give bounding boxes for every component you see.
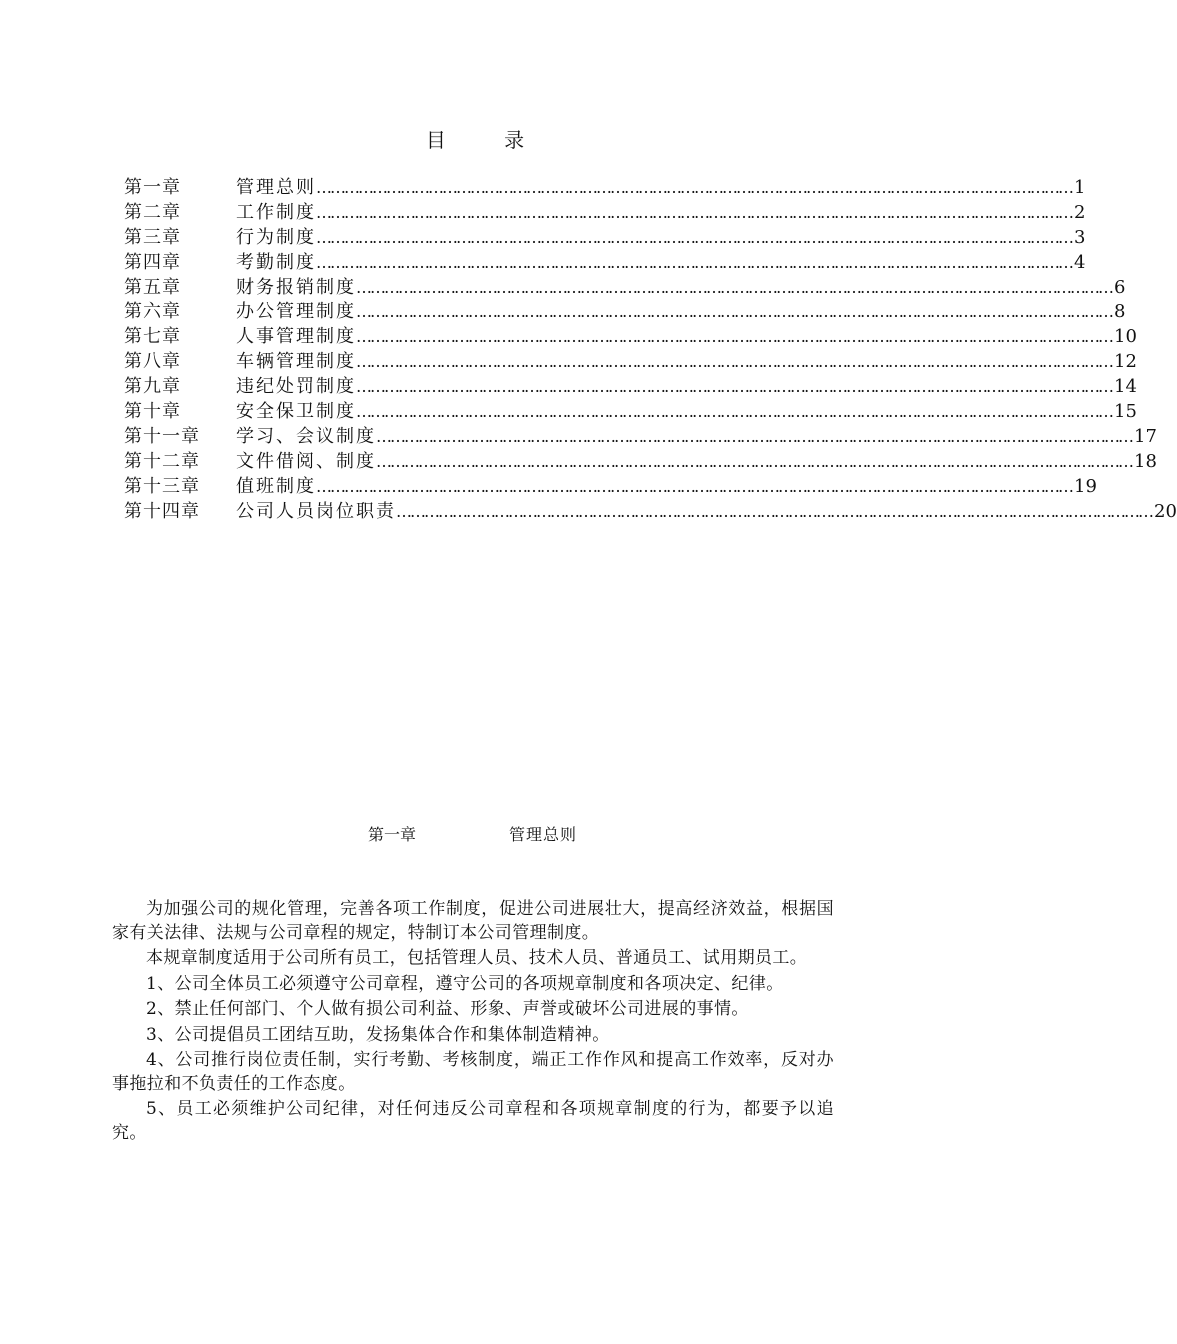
toc-chapter-name: 违纪处罚制度 — [236, 376, 356, 398]
toc-chapter-number: 第五章 — [124, 276, 181, 298]
paragraph: 5、员工必须维护公司纪律，对任何违反公司章程和各项规章制度的行为，都要予以追究。 — [112, 1099, 834, 1143]
toc-leader-dots: ……………………………………………………………………………………………………………………………………………… — [316, 202, 1072, 222]
toc-entry[interactable] — [124, 223, 1086, 248]
toc-page-number: 4 — [1074, 251, 1086, 273]
chapter-title: 管理总则 — [509, 825, 578, 844]
toc-chapter-name: 考勤制度 — [236, 251, 316, 273]
toc-entry[interactable] — [124, 173, 1086, 198]
toc-leader-dots: ……………………………………………………………………………………………………………………………………………… — [316, 476, 1072, 496]
toc-leader-dots: ……………………………………………………………………………………………………………………………………………… — [356, 352, 1112, 372]
toc-leader-dots: ……………………………………………………………………………………………………………………………………………… — [356, 327, 1112, 347]
table-of-contents — [124, 173, 1177, 522]
toc-page-number: 18 — [1134, 450, 1157, 472]
paragraph: 为加强公司的规化管理，完善各项工作制度，促进公司进展壮大，提高经济效益，根据国家有关法律、法规与公司章程的规定，特制订本公司管理制度。 — [112, 899, 834, 943]
toc-chapter-name: 车辆管理制度 — [236, 351, 356, 373]
toc-chapter-name: 文件借阅、制度 — [236, 450, 376, 472]
toc-page-number: 20 — [1154, 500, 1177, 522]
toc-entry[interactable] — [124, 198, 1086, 223]
toc-page-number: 3 — [1074, 226, 1086, 248]
toc-leader-dots: ……………………………………………………………………………………………………………………………………………… — [376, 451, 1132, 471]
toc-chapter-name: 安全保卫制度 — [236, 401, 356, 423]
toc-entry[interactable] — [124, 447, 1157, 472]
toc-entry[interactable] — [124, 472, 1097, 497]
toc-leader-dots: ……………………………………………………………………………………………………………………………………………… — [316, 178, 1072, 197]
toc-entry[interactable] — [124, 273, 1126, 298]
toc-chapter-number: 第九章 — [124, 376, 181, 398]
toc-page-number: 10 — [1114, 326, 1137, 348]
toc-entry[interactable] — [124, 397, 1137, 423]
paragraph: 3、公司提倡员工团结互助，发扬集体合作和集体制造精神。 — [146, 1024, 610, 1045]
toc-page-number: 15 — [1114, 401, 1137, 423]
toc-chapter-name: 人事管理制度 — [236, 326, 356, 348]
toc-chapter-name: 行为制度 — [236, 226, 316, 248]
toc-page-number: 14 — [1114, 376, 1137, 398]
toc-chapter-number: 第十一章 — [124, 425, 200, 447]
toc-page-number: 19 — [1074, 475, 1097, 497]
toc-chapter-number: 第十四章 — [124, 500, 200, 522]
toc-page-number: 1 — [1074, 177, 1086, 198]
toc-entry[interactable] — [124, 248, 1086, 273]
toc-chapter-number: 第四章 — [124, 251, 181, 273]
toc-entry[interactable] — [124, 497, 1177, 522]
toc-chapter-number: 第十三章 — [124, 475, 200, 497]
toc-chapter-name: 工作制度 — [236, 201, 316, 223]
toc-chapter-name: 财务报销制度 — [236, 276, 356, 298]
toc-chapter-number: 第一章 — [124, 177, 181, 198]
toc-chapter-number: 第七章 — [124, 326, 181, 348]
toc-entry[interactable] — [124, 372, 1137, 398]
toc-page-number: 2 — [1074, 201, 1086, 223]
toc-chapter-number: 第十章 — [124, 401, 181, 423]
toc-entry[interactable] — [124, 322, 1137, 348]
toc-chapter-name: 管理总则 — [236, 177, 316, 198]
toc-chapter-name: 办公管理制度 — [236, 301, 356, 323]
toc-leader-dots: ……………………………………………………………………………………………………………………………………………… — [356, 302, 1112, 322]
toc-page-number: 8 — [1114, 301, 1126, 323]
toc-leader-dots: ……………………………………………………………………………………………………………………………………………… — [396, 501, 1152, 521]
toc-leader-dots: ……………………………………………………………………………………………………………………………………………… — [316, 227, 1072, 247]
toc-chapter-number: 第三章 — [124, 226, 181, 248]
toc-title: 目 录 — [425, 128, 551, 152]
chapter-body — [112, 898, 834, 1147]
toc-page-number: 12 — [1114, 351, 1137, 373]
paragraph: 2、禁止任何部门、个人做有损公司利益、形象、声誉或破坏公司进展的事情。 — [146, 999, 749, 1019]
paragraph: 4、公司推行岗位责任制，实行考勤、考核制度，端正工作作风和提高工作效率，反对办事拖拉和不负责任的工作态度。 — [112, 1050, 834, 1094]
toc-leader-dots: ……………………………………………………………………………………………………………………………………………… — [356, 402, 1112, 422]
toc-page-number: 6 — [1114, 276, 1126, 298]
toc-chapter-number: 第八章 — [124, 351, 181, 373]
toc-entry[interactable] — [124, 422, 1157, 447]
toc-page-number: 17 — [1134, 425, 1157, 447]
paragraph: 本规章制度适用于公司所有员工，包括管理人员、技术人员、普通员工、试用期员工。 — [146, 948, 808, 968]
chapter-number: 第一章 — [368, 825, 417, 844]
toc-entry[interactable] — [124, 297, 1126, 323]
toc-leader-dots: ……………………………………………………………………………………………………………………………………………… — [316, 252, 1072, 272]
paragraph: 1、公司全体员工必须遵守公司章程，遵守公司的各项规章制度和各项决定、纪律。 — [146, 973, 784, 994]
toc-chapter-number: 第六章 — [124, 301, 181, 323]
toc-chapter-name: 公司人员岗位职责 — [236, 500, 396, 522]
toc-chapter-name: 学习、会议制度 — [236, 425, 376, 447]
toc-leader-dots: ……………………………………………………………………………………………………………………………………………… — [376, 426, 1132, 446]
toc-leader-dots: ……………………………………………………………………………………………………………………………………………… — [356, 377, 1112, 397]
toc-chapter-number: 第二章 — [124, 201, 181, 223]
toc-entry[interactable] — [124, 347, 1137, 373]
toc-chapter-number: 第十二章 — [124, 450, 200, 472]
toc-leader-dots: ……………………………………………………………………………………………………………………………………………… — [356, 277, 1112, 297]
toc-chapter-name: 值班制度 — [236, 475, 316, 497]
